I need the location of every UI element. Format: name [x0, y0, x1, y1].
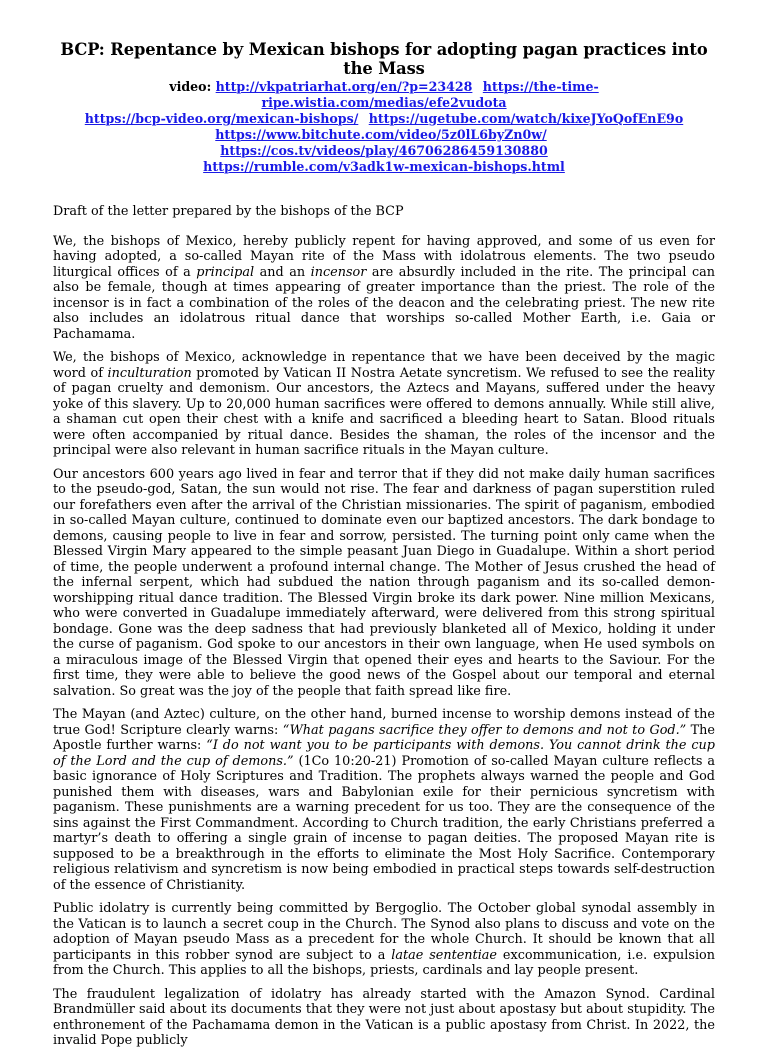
video-links — [53, 79, 715, 175]
video-label: video: — [169, 79, 212, 94]
document-title: BCP: Repentance by Mexican bishops for adopting pagan practices into the Mass — [60, 40, 708, 78]
paragraph-2: We, the bishops of Mexico, acknowledge in repentance that we have been deceived by the magic word of inculturation promoted by Vatican II Nostra Aetate syncretism. We refused to see the reality of pagan cruelty and demonism. Our ancestors, the Aztecs and Mayans, suffered under the heavy yoke of this slavery. Up to 20,000 human sacrifices were offered to demons annually. While still alive, a shaman cut open their chest with a knife and sacrificed a bleeding heart to Satan. Blood rituals were often accompanied by ritual dance. Besides the shaman, the roles of the incensor and the principal were also relevant in human sacrifice rituals in the Mayan culture. — [53, 350, 715, 458]
paragraph-5: Public idolatry is currently being committed by Bergoglio. The October global synodal assembly in the Vatican is to launch a secret coup in the Church. The Synod also plans to discuss and vote on the adoption of Mayan pseudo Mass as a precedent for the whole Church. It should be known that all participants in this robber synod are subject to a latae sententiae excommunication, i.e. expulsion from the Church. This applies to all the bishops, priests, cardinals and lay people present. — [53, 901, 716, 978]
link-ugetube[interactable]: https://ugetube.com/watch/kixeJYoQofEnE9o — [368, 111, 684, 126]
paragraph-3: Our ancestors 600 years ago lived in fear and terror that if they did not make daily human sacrifices to the pseudo-god, Satan, the sun would not rise. The fear and darkness of pagan superstition ruled our forefathers even after the arrival of the Christian missionaries. The spirit of paganism, embodied in so-called Mayan culture, continued to dominate even our baptized ancestors. The dark bondage to demons, causing people to live in fear and sorrow, persisted. The turning point only came when the Blessed Virgin Mary appeared to the simple peasant Juan Diego in Guadalupe. Within a short period of time, the people underwent a profound internal change. The Mother of Jesus crushed the head of the infernal serpent, which had subdued the nation through paganism and its so-called demon-worshipping ritual dance tradition. The Blessed Virgin broke its dark power. Nine million Mexicans, who were converted in Guadalupe immediately afterward, were delivered from this strong spiritual bondage. Gone was the deep sadness that had previously blanketed all of Mexico, holding it under the curse of paganism. God spoke to our ancestors in their own language, when He used symbols on a miraculous image of the Blessed Virgin that opened their eyes and hearts to the Saviour. For the first time, they were able to believe the good news of the Gospel about our temporal and eternal salvation. So great was the joy of the people that faith spread like fire. — [53, 466, 715, 699]
link-cos-tv[interactable]: https://cos.tv/videos/play/46706286459130880 — [220, 143, 548, 158]
paragraph-4: The Mayan (and Aztec) culture, on the other hand, burned incense to worship demons instead of the true God! Scripture clearly warns: “What pagans sacrifice they offer to demons and not to God.” The Apostle further warns: “I do not want you to be participants with demons. You cannot drink the cup of the Lord and the cup of demons.” (1Co 10:20-21) Promotion of so-called Mayan culture reflects a basic ignorance of Holy Scriptures and Tradition. The prophets always warned the people and God punished them with diseases, wars and Babylonian exile for their pernicious syncretism with paganism. These punishments are a warning precedent for us too. They are the consequence of the sins against the First Commandment. According to Church tradition, the early Christians preferred a martyr’s death to offering a single grain of incense to pagan deities. The proposed Mayan rite is supposed to be a breakthrough in the efforts to eliminate the Most Holy Sacrifice. Contemporary religious relativism and syncretism is now being embodied in practical steps towards self-destruction of the essence of Christianity. — [53, 707, 716, 893]
link-wistia[interactable]: https://the-time-ripe.wistia.com/medias/efe2vudota — [261, 79, 599, 110]
link-bcp-video[interactable]: https://bcp-video.org/mexican-bishops/ — [84, 111, 359, 126]
paragraph-6: The fraudulent legalization of idolatry has already started with the Amazon Synod. Cardinal Brandmüller said about its documents that they were not just about apostasy but about stupidity. The enthronement of the Pachamama demon in the Vatican is a public apostasy from Christ. In 2022, the invalid Pope publicly — [53, 986, 715, 1048]
draft-line: Draft of the letter prepared by the bishops of the BCP — [53, 204, 404, 219]
link-rumble[interactable]: https://rumble.com/v3adk1w-mexican-bishops.html — [203, 159, 565, 174]
paragraph-1: We, the bishops of Mexico, hereby publicly repent for having approved, and some of us even for having adopted, a so-called Mayan rite of the Mass with idolatrous elements. The two pseudo liturgical offices of a principal and an incensor are absurdly included in the rite. The principal can also be female, though at times appearing of greater importance than the priest. The role of the incensor is in fact a combination of the roles of the deacon and the celebrating priest. The new rite also includes an idolatrous ritual dance that worships so-called Mother Earth, i.e. Gaia or Pachamama. — [53, 233, 715, 342]
link-vkpatriarhat[interactable]: http://vkpatriarhat.org/en/?p=23428 — [215, 79, 473, 94]
link-bitchute[interactable]: https://www.bitchute.com/video/5z0lL6byZn0w/ — [215, 127, 547, 142]
